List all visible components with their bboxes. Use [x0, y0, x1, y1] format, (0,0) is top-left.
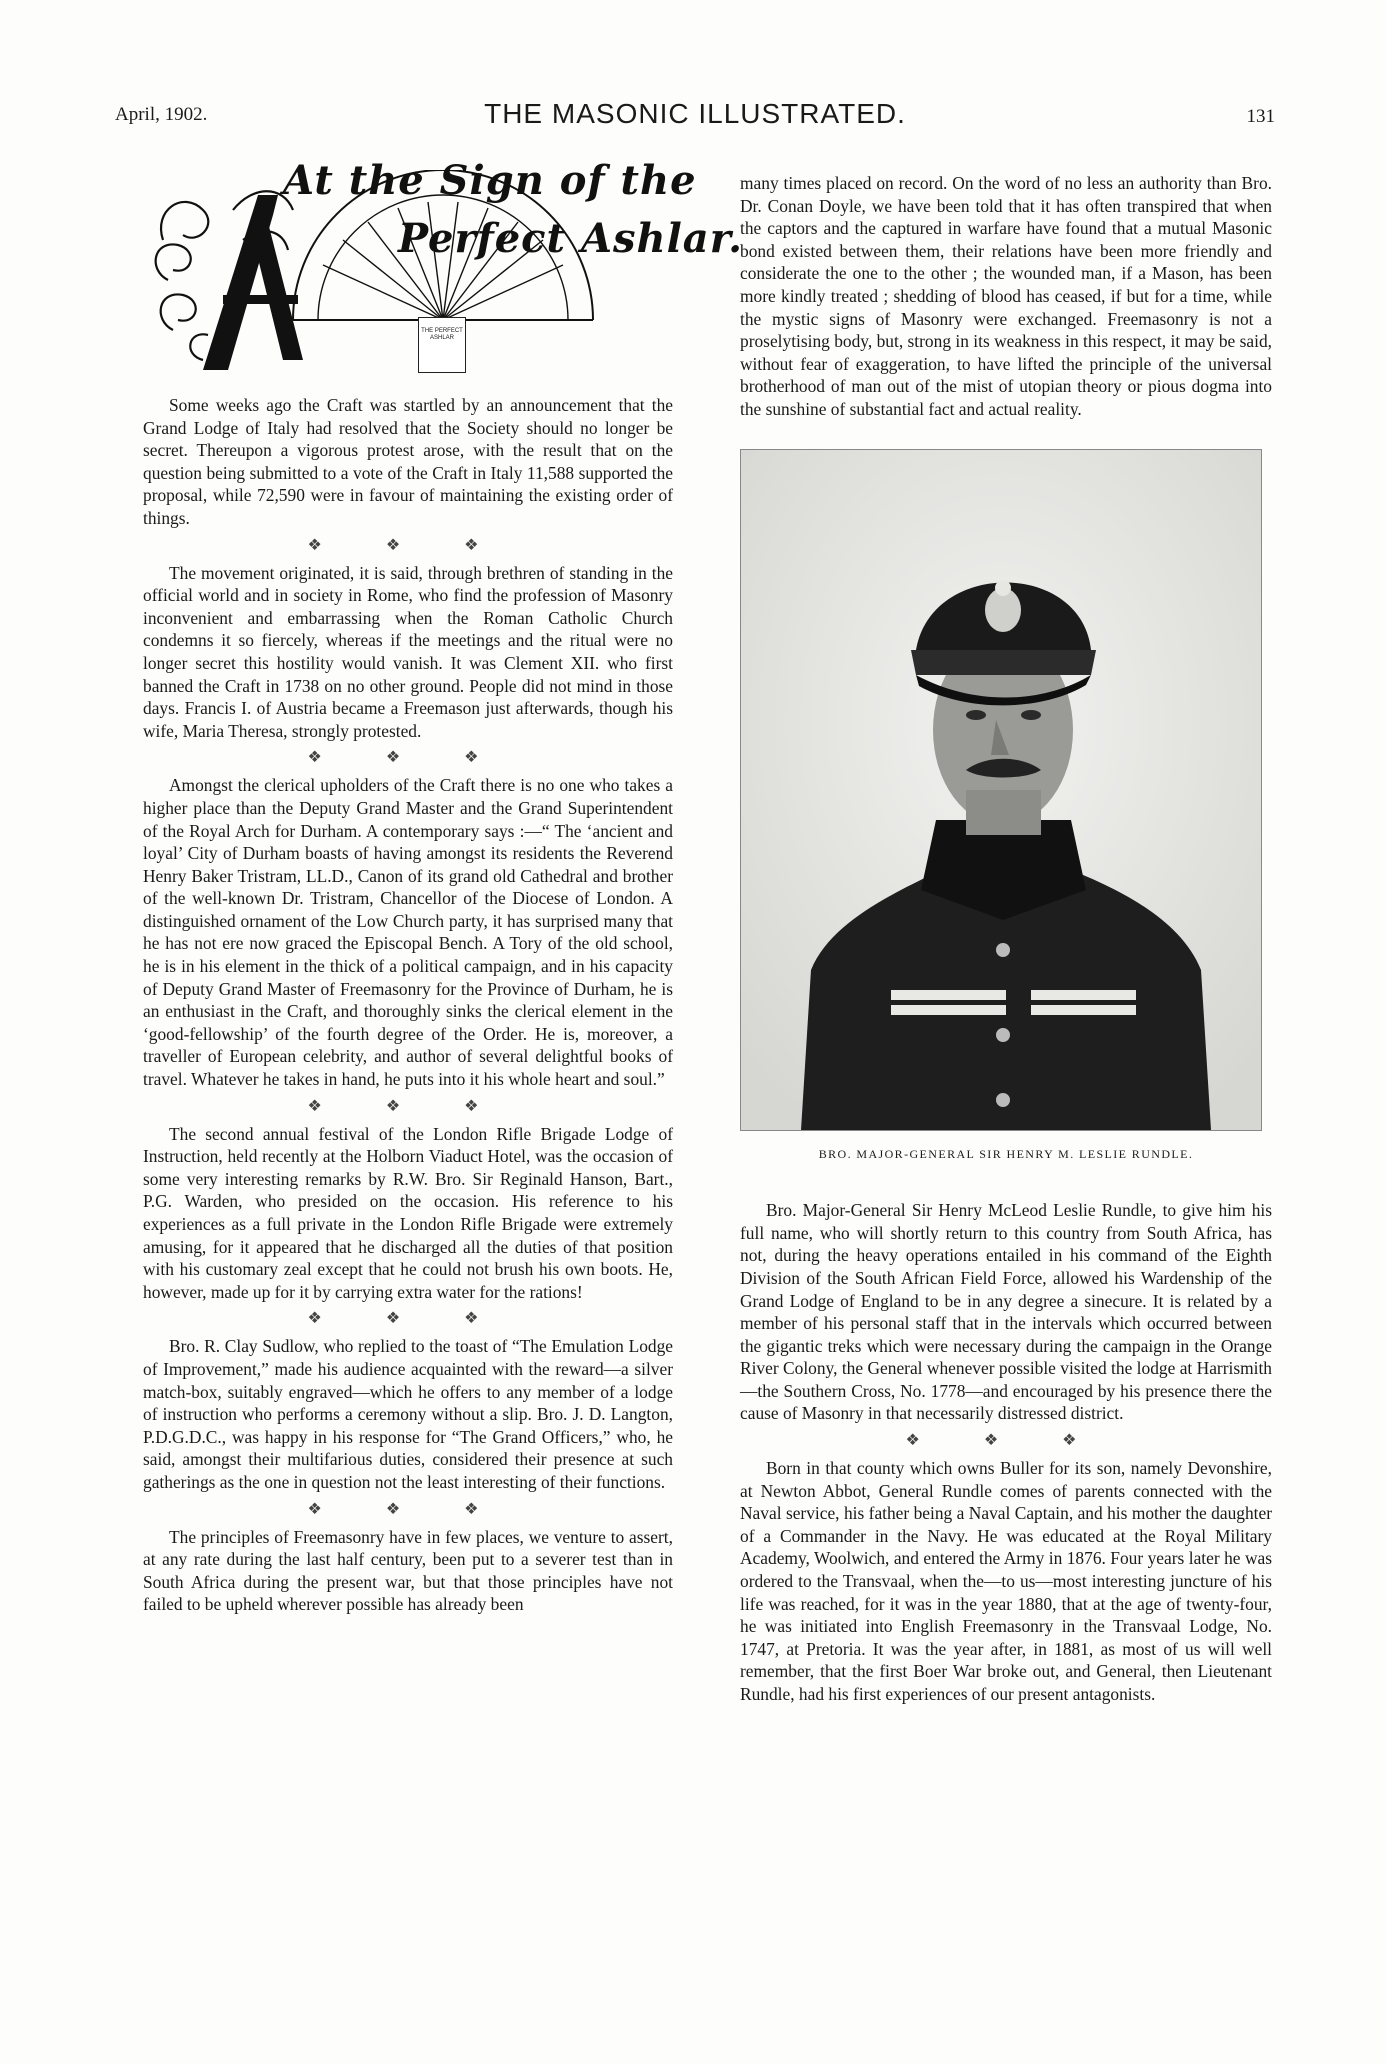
section-ornament: ❖ ❖ ❖: [307, 1097, 509, 1115]
section-ornament: ❖ ❖ ❖: [307, 749, 509, 767]
section-ornament: ❖ ❖ ❖: [307, 1310, 509, 1328]
left-column: [143, 157, 744, 1616]
issue-date: April, 1902.: [115, 104, 208, 125]
article-paragraph: many times placed on record. On the word of no less an authority than Bro. Dr. Conan Doyle, we have been told that it has often transpired that when the captors and the captured in warfare have found that a mutual Masonic bond existed between them, their relations have been more friendly and considerate the one to the other ; the wounded man, if a Mason, has been more kindly treated ; shedding of blood has ceased, if but for a time, while the mystic signs of Masonry were exchanged. Freemasonry is not a proselytising body, but, strong in its weakness in this respect, it may be said, without fear of exaggeration, to have lifted the principle of the universal brotherhood of man out of the mist of utopian theory or pious dogma into the sunshine of substantial fact and actual reality.: [740, 173, 1272, 419]
portrait-caption: BRO. MAJOR-GENERAL SIR HENRY M. LESLIE RUNDLE.: [818, 1146, 1194, 1161]
article-paragraph: Amongst the clerical upholders of the Craft there is no one who takes a higher place than the Deputy Grand Master and the Grand Superintendent of the Royal Arch for Durham. A contemporary says :—“ The ‘ancient and loyal’ City of Durham boasts of having amongst its residents the Reverend Henry Baker Tristram, LL.D., Canon of its grand old Cathedral and brother of the well-known Dr. Tristram, Chancellor of the Diocese of London. A distinguished ornament of the Low Church party, it has surprised many that he has not ere now graced the Episcopal Bench. A Tory of the old school, he is in his element in the thick of a political campaign, and in his capacity of Deputy Grand Master of Freemasonry for the Province of Durham, he is an enthusiast in the Craft, and thoroughly sinks the clerical element in the ‘good-fellowship’ of the fourth degree of the Order. He is, moreover, a traveller of European celebrity, and author of several delightful books of travel. Whatever he takes in hand, he puts into it his whole heart and soul.”: [143, 775, 673, 1090]
section-ornament: ❖ ❖ ❖: [905, 1432, 1107, 1450]
heading-line-2: Perfect Ashlar.: [398, 215, 744, 262]
publication-title: THE MASONIC ILLUSTRATED.: [484, 98, 906, 129]
article-paragraph: Bro. R. Clay Sudlow, who replied to the toast of “The Emulation Lodge of Improvement,” made his audience acquainted with the reward—a silver match-box, suitably engraved—which he offers to any member of a lodge of instruction who performs a ceremony without a slip. Bro. J. D. Langton, P.D.G.D.C., was happy in his response for “The Grand Officers,” who, he said, amongst their multifarious duties, considered their presence at such gatherings as the one in question not the least interesting of their functions.: [143, 1336, 673, 1492]
section-ornament: ❖ ❖ ❖: [307, 1500, 509, 1518]
officer-portrait-icon: [741, 450, 1261, 1130]
article-paragraph: Born in that county which owns Buller for its son, namely Devonshire, at Newton Abbot, General Rundle comes of parents connected with the Naval service, his father being a Naval Captain, and his mother the daughter of a Commander in the Navy. He was educated at the Royal Military Academy, Woolwich, and entered the Army in 1876. Four years later he was ordered to the Transvaal, when the—to us—most interesting juncture of his life was reached, for it was in the year 1880, that at the age of twenty-four, he was initiated into English Freemasonry in the Transvaal Lodge, No. 1747, at Pretoria. It was the year after, in 1881, as most of us will well remember, that the first Boer War broke out, and General, then Lieutenant Rundle, had his first experiences of our present antagonists.: [740, 1458, 1272, 1704]
section-ornament: ❖ ❖ ❖: [307, 536, 509, 554]
portrait-photo: [740, 449, 1262, 1131]
heading-line-1: At the Sign of the: [283, 157, 697, 204]
article-paragraph: Some weeks ago the Craft was startled by an announcement that the Grand Lodge of Italy had resolved that the Society should no longer be secret. Thereupon a vigorous protest arose, with the result that on the question being submitted to a vote of the Craft in Italy 11,588 supported the proposal, while 72,590 were in favour of maintaining the existing order of things.: [143, 395, 673, 528]
column-heading-graphic: [143, 157, 744, 380]
page-header: [115, 98, 1275, 138]
article-paragraph: Bro. Major-General Sir Henry McLeod Leslie Rundle, to give him his full name, who will shortly return to this country from South Africa, has not, during the heavy operations entailed in his command of the Eighth Division of the South African Field Force, allowed his Wardenship of the Grand Lodge of England to be in any degree a sinecure. It is related by a member of his personal staff that in the intervals which occurred between the gigantic treks which were necessary during the campaign in the Orange River Colony, the General whenever possible visited the lodge at Harrismith—the Southern Cross, No. 1778—and encouraged by his presence there the cause of Masonry in that necessarily distressed district.: [740, 1200, 1272, 1424]
right-column: [740, 172, 1272, 1706]
page-number: 131: [1246, 106, 1275, 127]
article-paragraph: The second annual festival of the London Rifle Brigade Lodge of Instruction, held recently at the Holborn Viaduct Hotel, was the occasion of some very interesting remarks by R.W. Bro. Sir Reginald Hanson, Bart., P.G. Warden, who presided on the occasion. His reference to his experiences as a full private in the London Rifle Brigade were extremely amusing, for it appeared that he discharged all the duties of that position with his customary zeal except that he could not brush his own boots. He, however, made up for it by carrying extra water for the rations!: [143, 1123, 673, 1302]
article-paragraph: The principles of Freemasonry have in few places, we venture to assert, at any rate during the last half century, been put to a severer test than in South Africa during the present war, but that those principles have not failed to be upheld wherever possible has already been: [143, 1526, 673, 1615]
article-paragraph: The movement originated, it is said, through brethren of standing in the official world and in society in Rome, who find the profession of Masonry inconvenient and embarrassing when the Roman Catholic Church condemns it so fiercely, whereas if the meetings and the ritual were no longer secret this hostility would vanish. It was Clement XII. who first banned the Craft in 1738 on no other ground. People did not mind in those days. Francis I. of Austria became a Freemason just afterwards, though his wife, Maria Theresa, strongly protested.: [143, 562, 673, 741]
perfect-ashlar-emblem: THE PERFECT ASHLAR: [418, 317, 466, 373]
